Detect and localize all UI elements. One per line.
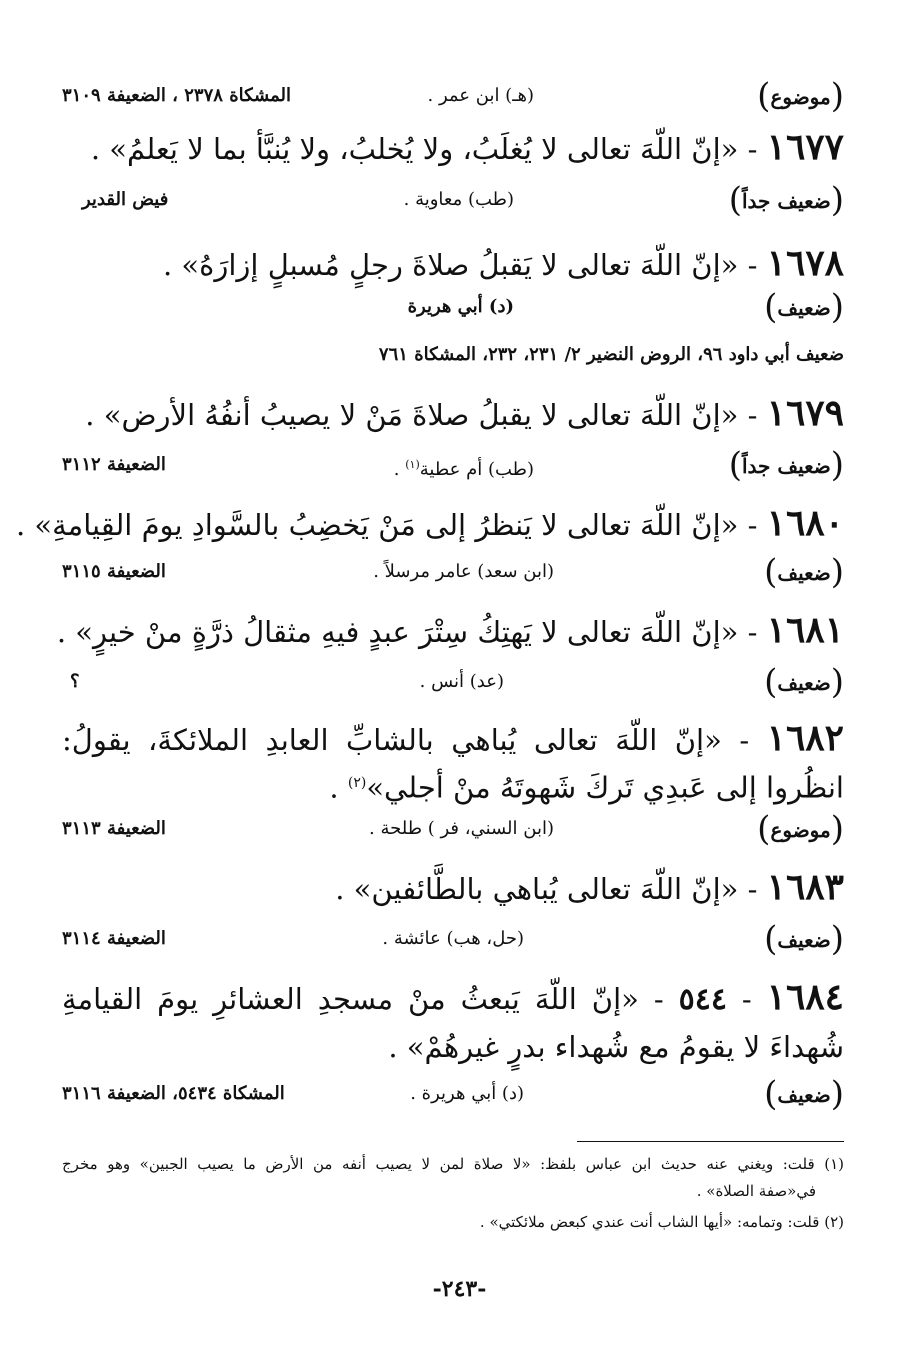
grade-label: (ضعيف) [764, 552, 844, 592]
entry-info-row [62, 662, 844, 702]
entry-info-row [62, 1074, 844, 1114]
grade-label: (ضعيف) [764, 662, 844, 702]
hadith-line: «إنّ اللّهَ تعالى لا يُغلَبُ، ولا يُخلبُ، ولا يُنبَّأ بما لا يَعلمُ» . [90, 132, 739, 166]
hadith-text: ١٦٨١ - «إنّ اللّهَ تعالى لا يَهتِكُ سِتْرَ عبدٍ فيهِ مثقالُ ذرَّةٍ منْ خيرٍ» . [56, 609, 844, 651]
grade-label: (ضعيف جداً) [728, 445, 844, 485]
entry-info-row [62, 287, 844, 327]
hadith-text: ١٦٧٧ - «إنّ اللّهَ تعالى لا يُغلَبُ، ولا يُخلبُ، ولا يُنبَّأ بما لا يَعلمُ» . [90, 126, 844, 168]
reference-text: الضعيفة ٣١١٣ [62, 818, 166, 839]
grade-label: (ضعيف جداً) [728, 180, 844, 220]
hadith-text: ١٦٨٣ - «إنّ اللّهَ تعالى يُباهي بالطَّائفين» . [335, 866, 844, 908]
footnote-number: (١) [824, 1155, 844, 1173]
hadith-text: انظُروا إلى عَبدِي تَركَ شَهوتَهُ منْ أجلي»$^{(٢)}$ . [329, 770, 844, 805]
page-number: -٢٤٣- [432, 1276, 487, 1302]
hadith-line: «إنّ اللّهَ يَبعثُ منْ مسجدِ العشائرِ يومَ القيامةِ [62, 982, 639, 1016]
hadith-text: ١٦٨٢ - «إنّ اللّهَ تعالى يُباهي بالشابِّ العابدِ الملائكةَ، يقولُ: [62, 717, 844, 759]
source-text: (طب) معاوية . [403, 189, 514, 210]
entry-info-row [62, 76, 844, 116]
hadith-text: ١٦٨٠ - «إنّ اللّهَ تعالى لا يَنظرُ إلى مَنْ يَخضِبُ بالسَّوادِ يومَ القِيامةِ» . [15, 502, 844, 544]
reference-line: ضعيف أبي داود ٩٦، الروض النضير ٢/ ٢٣١، ٢٣٢، المشكاة ٧٦١ [378, 344, 844, 365]
hadith-number: ١٦٨٠ [766, 502, 844, 544]
hadith-line: انظُروا إلى عَبدِي تَركَ شَهوتَهُ منْ أجلي» [366, 770, 844, 805]
reference-text: المشكاة ٥٤٣٤، الضعيفة ٣١١٦ [62, 1083, 285, 1104]
hadith-line: «إنّ اللّهَ تعالى لا يَهتِكُ سِتْرَ عبدٍ فيهِ مثقالُ ذرَّةٍ منْ خيرٍ» . [56, 615, 739, 649]
reference-text: المشكاة ٢٣٧٨ ، الضعيفة ٣١٠٩ [62, 85, 291, 106]
reference-text: الضعيفة ٣١١٥ [62, 561, 166, 582]
footnote-line: في«صفة الصلاة» . [696, 1182, 816, 1200]
hadith-text: ١٦٨٤ - ٥٤٤ - «إنّ اللّهَ يَبعثُ منْ مسجدِ العشائرِ يومَ القيامةِ [62, 976, 844, 1018]
reference-text: الضعيفة ٣١١٤ [62, 928, 166, 949]
entry-info-row [62, 919, 844, 959]
hadith-number: ١٦٧٩ [766, 392, 844, 434]
source-text: (د) أبي هريرة . [410, 1083, 524, 1104]
grade-label: (ضعيف) [764, 1074, 844, 1114]
hadith-number: ١٦٧٨ [766, 242, 844, 284]
reference-text: فيض القدير [82, 189, 169, 210]
source-text: (ابن سعد) عامر مرسلاً . [373, 561, 554, 582]
source-text: (حل، هب) عائشة . [382, 928, 524, 949]
source-text: (عد) أنس . [419, 671, 504, 692]
entry-info-row [62, 809, 844, 849]
entry-info-row [62, 552, 844, 592]
hadith-number: ١٦٨١ [766, 609, 844, 651]
hadith-number: ١٦٨٤ [766, 976, 844, 1018]
footnote-continuation [62, 1178, 844, 1204]
hadith-text: ١٦٧٩ - «إنّ اللّهَ تعالى لا يقبلُ صلاةَ مَنْ لا يصيبُ أنفُهُ الأرض» . [85, 392, 844, 434]
reference-text: الضعيفة ٣١١٢ [62, 454, 166, 475]
source-text: (ابن السني، فر ) طلحة . [369, 818, 554, 839]
footnote [62, 1151, 844, 1177]
entry-info-row [62, 445, 844, 485]
grade-label: (موضوع) [757, 76, 844, 116]
hadith-line: «إنّ اللّهَ تعالى يُباهي بالطَّائفين» . [335, 872, 739, 906]
entry-info-row [62, 180, 844, 220]
grade-label: (ضعيف) [764, 919, 844, 959]
hadith-text [62, 1021, 844, 1073]
grade-label: (موضوع) [757, 809, 844, 849]
footnote-divider [577, 1141, 844, 1142]
hadith-number: ١٦٧٧ [766, 126, 844, 168]
hadith-line: «إنّ اللّهَ تعالى لا يقبلُ صلاةَ مَنْ لا يصيبُ أنفُهُ الأرض» . [85, 398, 739, 432]
hadith-line: «إنّ اللّهَ تعالى لا يَنظرُ إلى مَنْ يَخضِبُ بالسَّوادِ يومَ القِيامةِ» . [15, 508, 739, 542]
hadith-sub-number: ٥٤٤ [678, 982, 727, 1017]
footnote [62, 1209, 844, 1235]
source-text: (طب) أم عطية$^{(١)}$ . [393, 458, 534, 480]
hadith-number: ١٦٨٣ [766, 866, 844, 908]
hadith-text: ١٦٧٨ - «إنّ اللّهَ تعالى لا يَقبلُ صلاةَ رجلٍ مُسبلٍ إزارَهُ» . [162, 242, 844, 284]
footnote-number: (٢) [824, 1213, 844, 1231]
footnote-mark: (٢) [347, 775, 367, 791]
hadith-line: شُهداءَ لا يقومُ مع شُهداء بدرٍ غيرهُمْ» . [388, 1030, 844, 1064]
reference-text: ؟ [70, 671, 80, 692]
source-text: (د) أبي هريرة [407, 296, 514, 317]
footnote-line: قلت: وتمامه: «أيها الشاب أنت عندي كبعض ملائكتي» . [479, 1213, 820, 1231]
hadith-number: ١٦٨٢ [766, 717, 844, 759]
grade-label: (ضعيف) [764, 287, 844, 327]
hadith-line: «إنّ اللّهَ تعالى لا يَقبلُ صلاةَ رجلٍ مُسبلٍ إزارَهُ» . [162, 248, 739, 282]
footnote-mark: (١) [405, 458, 420, 471]
source-text: (هـ) ابن عمر . [427, 85, 534, 106]
hadith-line: «إنّ اللّهَ تعالى يُباهي بالشابِّ العابدِ الملائكةَ، يقولُ: [62, 723, 722, 757]
footnote-line: قلت: ويغني عنه حديث ابن عباس بلفظ: «لا صلاة لمن لا يصيب أنفه من الأرض ما يصيب الجبين» وهو مخرج [62, 1155, 815, 1173]
